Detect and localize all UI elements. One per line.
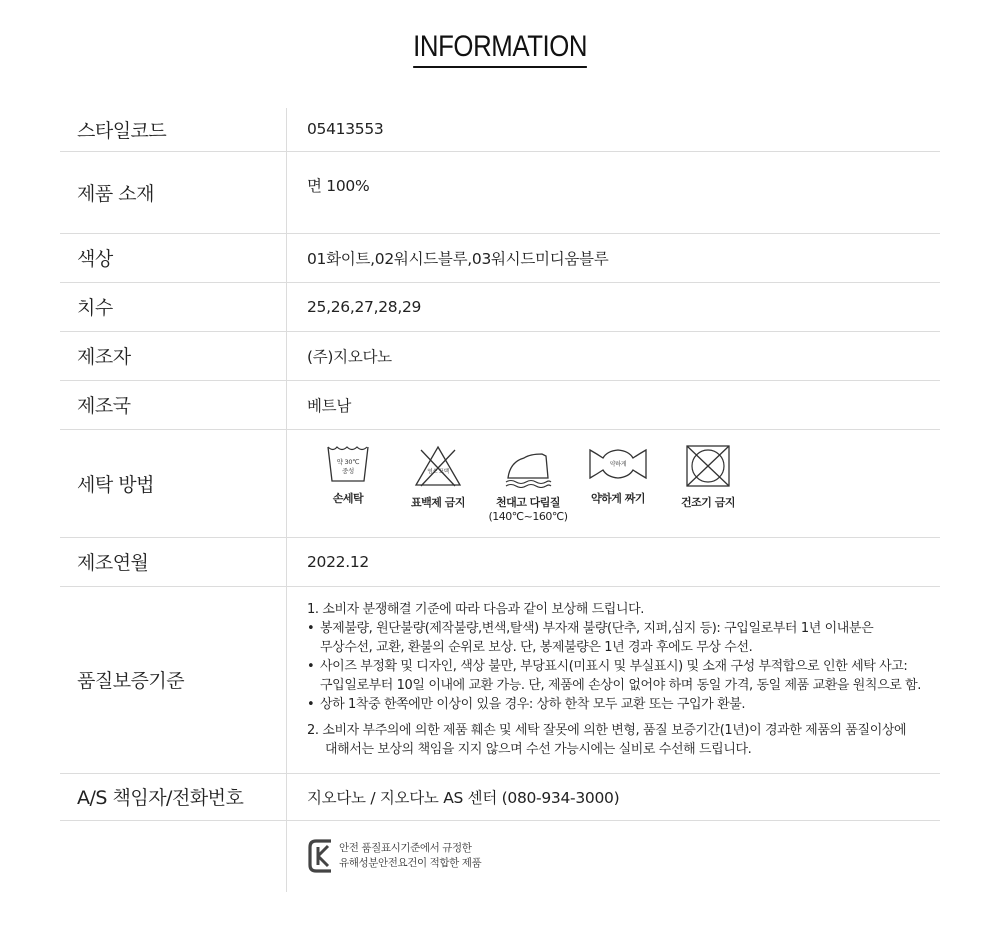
row-style-code (60, 108, 940, 151)
date-value: 2022.12 (287, 537, 941, 586)
product-info-table (60, 108, 940, 892)
care-icons (307, 444, 939, 523)
hand-wash-temp: 약 30℃ (336, 457, 360, 466)
iron-temp-range: (140℃~160℃) (488, 509, 568, 523)
country-label: 제조국 (60, 380, 287, 429)
kc-mark-icon (307, 837, 335, 875)
hand-wash-neutral: 중성 (342, 466, 354, 475)
material-value: 면 100% (287, 151, 941, 233)
warranty-item-1: 1. 소비자 분쟁해결 기준에 따라 다음과 같이 보상해 드립니다. (307, 602, 644, 617)
iron-caption: 천대고 다림질 (495, 495, 561, 509)
kc-text-line-2: 유해성분안전요건이 적합한 제품 (339, 857, 482, 870)
warranty-item-2-line-2: 대해서는 보상의 책임을 지지 않으며 수선 가능시에는 실비로 수선해 드립니다. (325, 742, 752, 757)
kc-text (339, 841, 481, 871)
gentle-wring-caption: 약하게 짜기 (591, 491, 645, 505)
as-value: 지오다노 / 지오다노 AS 센터 (080-934-3000) (287, 773, 941, 820)
warranty-text (307, 600, 939, 759)
kc-certification (307, 837, 939, 875)
kc-label-empty (60, 820, 287, 892)
care-no-bleach (397, 444, 479, 510)
size-value: 25,26,27,28,29 (287, 282, 941, 331)
warranty-value (287, 586, 941, 773)
as-label: A/S 책임자/전화번호 (60, 773, 287, 820)
hand-wash-caption: 손세탁 (332, 491, 364, 505)
warranty-bullet-1: • 봉제불량, 원단불량(제작불량,변색,탈색) 부자재 불량(단추, 지퍼,심지 등): 구입일로부터 1년 이내분은 무상수선, 교환, 환불의 순위로 보상. 단, 봉제불량은 1년 경과 후에도 무상 수선. (307, 621, 874, 655)
row-washing (60, 429, 940, 537)
care-gentle-wring (577, 444, 659, 506)
material-label: 제품 소재 (60, 151, 287, 233)
date-label: 제조연월 (60, 537, 287, 586)
iron-icon (502, 444, 554, 488)
row-color (60, 233, 940, 282)
warranty-bullet-2-line-2: 구입일로부터 10일 이내에 교환 가능. 단, 제품에 손상이 없어야 하며 동일 가격, 동일 제품 교환을 원칙으로 함. (320, 678, 922, 693)
gentle-wring-text: 약하게 (609, 460, 627, 468)
color-label: 색상 (60, 233, 287, 282)
row-kc (60, 820, 940, 892)
style-code-label: 스타일코드 (60, 108, 287, 151)
washing-label: 세탁 방법 (60, 429, 287, 537)
size-label: 치수 (60, 282, 287, 331)
care-hand-wash (307, 444, 389, 506)
country-value: 베트남 (287, 380, 941, 429)
warranty-bullet-3-line: 상하 1착중 한쪽에만 이상이 있을 경우: 상하 한착 모두 교환 또는 구입가 환불. (320, 697, 746, 712)
style-code-value: 05413553 (287, 108, 941, 151)
no-bleach-caption: 표백제 금지 (411, 495, 465, 509)
manufacturer-label: 제조자 (60, 331, 287, 380)
no-tumble-dry-icon (685, 444, 731, 488)
page-title-wrap (0, 30, 1000, 68)
no-tumble-dry-caption: 건조기 금지 (681, 495, 735, 509)
warranty-bullet-2-line-1: 사이즈 부정확 및 디자인, 색상 불만, 부당표시(미표시 및 부실표시) 및 소재 구성 부적합으로 인한 세탁 사고: (320, 659, 908, 674)
hand-wash-icon (326, 444, 370, 484)
kc-text-line-1: 안전 품질표시기준에서 규정한 (339, 842, 472, 855)
row-manufacturer (60, 331, 940, 380)
warranty-item-2-line-1: 2. 소비자 부주의에 의한 제품 훼손 및 세탁 잘못에 의한 변형, 품질 보증기간(1년)이 경과한 제품의 품질이상에 (307, 723, 907, 738)
washing-value (287, 429, 941, 537)
page-title: INFORMATION (413, 30, 587, 68)
no-bleach-text: 염소 표백 (427, 468, 449, 475)
warranty-bullet-3: • 상하 1착중 한쪽에만 이상이 있을 경우: 상하 한착 모두 교환 또는 구입가 환불. (307, 697, 746, 712)
row-warranty (60, 586, 940, 773)
row-country (60, 380, 940, 429)
kc-value (287, 820, 941, 892)
manufacturer-value: (주)지오다노 (287, 331, 941, 380)
no-bleach-icon (413, 444, 463, 488)
care-iron (487, 444, 569, 523)
warranty-bullet-1-line-2: 무상수선, 교환, 환불의 순위로 보상. 단, 봉제불량은 1년 경과 후에도 무상 수선. (320, 640, 753, 655)
warranty-bullet-2: • 사이즈 부정확 및 디자인, 색상 불만, 부당표시(미표시 및 부실표시) 및 소재 구성 부적합으로 인한 세탁 사고: 구입일로부터 10일 이내에 교환 가능. 단, 제품에 손상이 없어야 하며 동일 가격, 동일 제품 교환을 원칙으로 함. (307, 659, 922, 693)
row-date (60, 537, 940, 586)
care-no-tumble-dry (667, 444, 749, 510)
warranty-label: 품질보증기준 (60, 586, 287, 773)
gentle-wring-icon (587, 444, 649, 484)
row-material (60, 151, 940, 233)
row-as (60, 773, 940, 820)
row-size (60, 282, 940, 331)
color-value: 01화이트,02워시드블루,03워시드미디움블루 (287, 233, 941, 282)
warranty-bullet-1-line-1: 봉제불량, 원단불량(제작불량,변색,탈색) 부자재 불량(단추, 지퍼,심지 등): 구입일로부터 1년 이내분은 (320, 621, 874, 636)
